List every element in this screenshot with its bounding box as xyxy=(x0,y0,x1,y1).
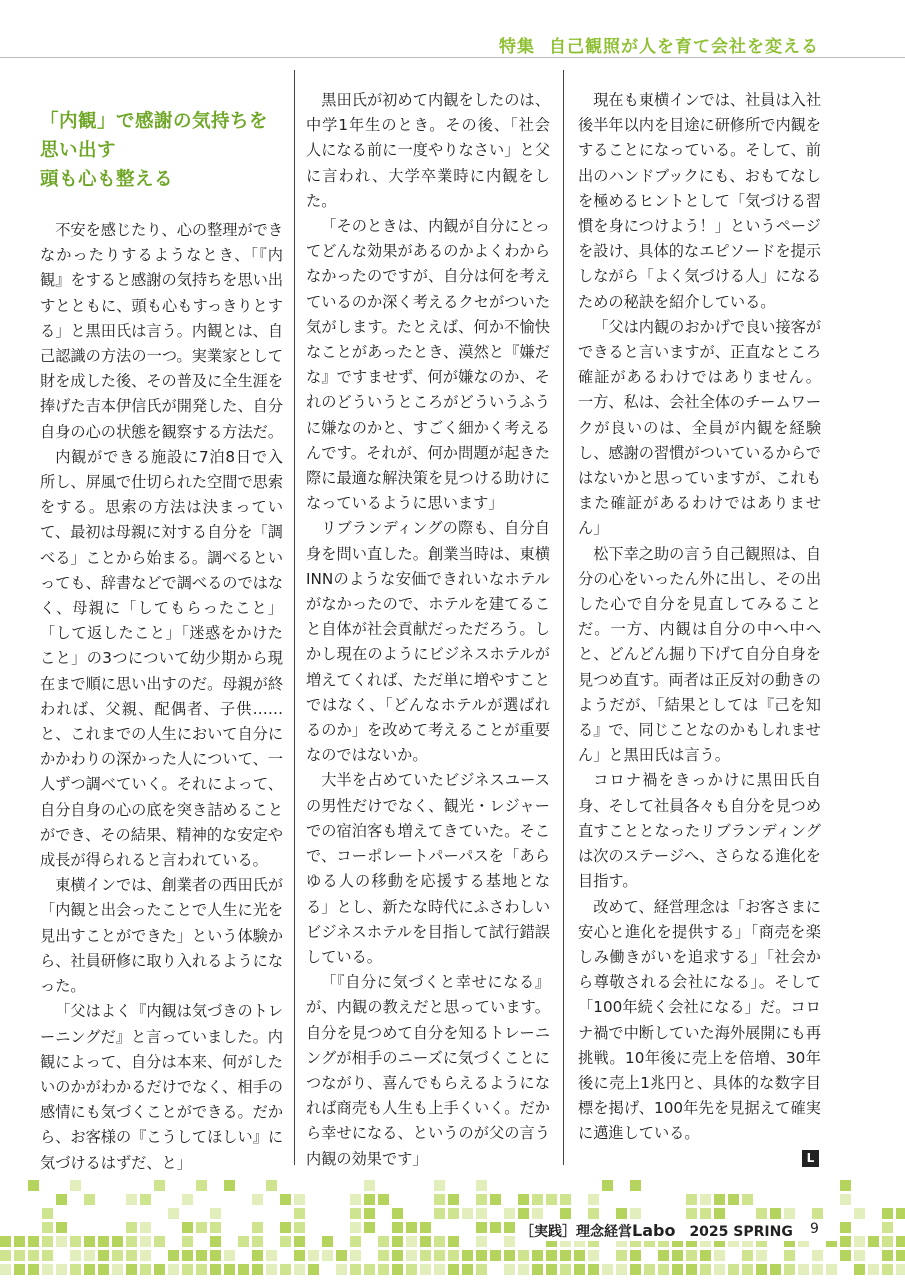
pattern-square xyxy=(476,1236,487,1247)
pattern-square xyxy=(434,1180,445,1191)
pattern-square xyxy=(462,1208,473,1219)
pattern-square xyxy=(14,1250,25,1261)
pattern-square xyxy=(504,1208,515,1219)
pattern-square xyxy=(266,1250,277,1261)
pattern-square xyxy=(266,1180,277,1191)
paragraph: 「そのときは、内観が自分にとってどんな効果があるのかよくわからなかったのですが、自分は何を考えているのか深く考えるクセがついた気がします。たとえば、何か不愉快なことがあったとき、漠然と『嫌だな』ですませず、何が嫌なのか、それのどういうところがどういうふうに嫌なのかと、すごく細かく考えるんです。それが、何か問題が起きた際に最適な解決策を見つける助けになっているように思います」 xyxy=(306,217,550,513)
column-3 xyxy=(578,88,821,1147)
paragraph: 「父は内観のおかげで良い接客ができると言いますが、正直なところ確証があるわけではありません。一方、私は、会社全体のチームワークが良いのは、全員が内観を経験し、感謝の習慣がついているからではないかと思っていますが、これもまた確証があるわけではありません」 xyxy=(578,317,821,538)
pattern-square xyxy=(364,1194,375,1205)
pattern-square xyxy=(252,1264,263,1275)
paragraph: コロナ禍をきっかけに黒田氏自身、そして社員各々も自分を見つめ直すこととなったリブランディングは次のステージへ、さらなる進化を目指す。 xyxy=(578,771,821,891)
pattern-square xyxy=(14,1236,25,1247)
pattern-square xyxy=(126,1222,137,1233)
pattern-square xyxy=(420,1250,431,1261)
pattern-square xyxy=(210,1236,221,1247)
pattern-square xyxy=(350,1222,361,1233)
pattern-square xyxy=(896,1236,905,1247)
pattern-square xyxy=(434,1264,445,1275)
pattern-square xyxy=(252,1194,263,1205)
pattern-square xyxy=(658,1250,669,1261)
pattern-square xyxy=(686,1194,697,1205)
pattern-square xyxy=(126,1194,137,1205)
pattern-square xyxy=(504,1222,515,1233)
pattern-square xyxy=(70,1250,81,1261)
pattern-square xyxy=(406,1264,417,1275)
pattern-square xyxy=(742,1194,753,1205)
pattern-square xyxy=(896,1250,905,1261)
pattern-square xyxy=(546,1250,557,1261)
pattern-square xyxy=(518,1250,529,1261)
pattern-square xyxy=(504,1264,515,1275)
pattern-square xyxy=(714,1208,725,1219)
pattern-square xyxy=(490,1250,501,1261)
pattern-square xyxy=(140,1194,151,1205)
pattern-square xyxy=(84,1236,95,1247)
pattern-square xyxy=(238,1264,249,1275)
pattern-square xyxy=(406,1250,417,1261)
pattern-square xyxy=(448,1194,459,1205)
column-divider xyxy=(294,70,295,1165)
pattern-square xyxy=(140,1264,151,1275)
pattern-square xyxy=(14,1264,25,1275)
paragraph: 改めて、経営理念は「お客さまに安心と進化を提供する」「商売を楽しみ働きがいを追求する」「社会から尊敬される会社になる」。そして「100年続く会社になる」だ。コロナ禍で中断していた海外展開にも再挑戦。10年後に売上を倍増、30年後に売上1兆円と、具体的な数字目標を掲げ、100年先を見据えて確実に邁進している。 xyxy=(578,897,821,1143)
pattern-square xyxy=(840,1222,851,1233)
pattern-square xyxy=(630,1250,641,1261)
end-mark-icon: L xyxy=(802,1150,819,1167)
pattern-square xyxy=(728,1264,739,1275)
pattern-square xyxy=(28,1250,39,1261)
pattern-square xyxy=(56,1236,67,1247)
pattern-square xyxy=(868,1236,879,1247)
pattern-square xyxy=(56,1264,67,1275)
pattern-square xyxy=(252,1250,263,1261)
pattern-square xyxy=(98,1236,109,1247)
pattern-square xyxy=(448,1208,459,1219)
pattern-square xyxy=(168,1250,179,1261)
subheading-line-1: 「内観」で感謝の気持ちを思い出す xyxy=(40,111,269,161)
pattern-square xyxy=(770,1264,781,1275)
pattern-square xyxy=(588,1208,599,1219)
pattern-square xyxy=(98,1264,109,1275)
pattern-square xyxy=(126,1236,137,1247)
pattern-square xyxy=(602,1180,613,1191)
pattern-square xyxy=(42,1250,53,1261)
pattern-square xyxy=(476,1194,487,1205)
pattern-square xyxy=(182,1264,193,1275)
pattern-square xyxy=(616,1208,627,1219)
pattern-square xyxy=(350,1208,361,1219)
pattern-square xyxy=(224,1180,235,1191)
column-divider xyxy=(563,70,564,1165)
pattern-square xyxy=(308,1250,319,1261)
pattern-square xyxy=(700,1250,711,1261)
pattern-square xyxy=(504,1250,515,1261)
pattern-square xyxy=(392,1222,403,1233)
pattern-square xyxy=(252,1222,263,1233)
pattern-square xyxy=(42,1208,53,1219)
pattern-square xyxy=(294,1194,305,1205)
pattern-square xyxy=(644,1264,655,1275)
pattern-square xyxy=(742,1264,753,1275)
pattern-square xyxy=(434,1194,445,1205)
pattern-square xyxy=(70,1236,81,1247)
pattern-square xyxy=(504,1236,515,1247)
pattern-square xyxy=(854,1264,865,1275)
pattern-square xyxy=(84,1250,95,1261)
paragraph: 現在も東横インでは、社員は入社後半年以内を目途に研修所で内観をすることになっている。そして、前出のハンドブックにも、おもてなしを極めるヒントとして「気づける習慣を身につけよう！」というページを設け、具体的なエピソードを提示しながら「よく気づける人」になるための秘訣を紹介している。 xyxy=(578,91,821,311)
pattern-square xyxy=(854,1236,865,1247)
pattern-square xyxy=(0,1236,11,1247)
pattern-square xyxy=(364,1180,375,1191)
pattern-square xyxy=(280,1236,291,1247)
magazine-labo: Labo xyxy=(632,1221,676,1240)
pattern-square xyxy=(224,1264,235,1275)
pattern-square xyxy=(714,1264,725,1275)
pattern-square xyxy=(630,1208,641,1219)
paragraph: 黒田氏が初めて内観をしたのは、中学1年生のとき。その後、「社会人になる前に一度やりなさい」と父に言われ、大学卒業時に内観をした。 xyxy=(306,91,550,210)
pattern-square xyxy=(588,1264,599,1275)
pattern-square xyxy=(154,1236,165,1247)
pattern-square xyxy=(364,1208,375,1219)
subheading-line-2: 頭も心も整える xyxy=(40,169,174,190)
pattern-square xyxy=(322,1236,333,1247)
pattern-square xyxy=(700,1194,711,1205)
pattern-square xyxy=(210,1208,221,1219)
pattern-square xyxy=(854,1208,865,1219)
footer-credit xyxy=(520,1221,793,1241)
section-header xyxy=(499,32,819,57)
pattern-square xyxy=(294,1208,305,1219)
pattern-square xyxy=(854,1250,865,1261)
pattern-square xyxy=(392,1236,403,1247)
pattern-square xyxy=(532,1264,543,1275)
pattern-square xyxy=(420,1222,431,1233)
pattern-square xyxy=(126,1264,137,1275)
pattern-square xyxy=(476,1222,487,1233)
pattern-square xyxy=(630,1180,641,1191)
pattern-square xyxy=(560,1250,571,1261)
pattern-square xyxy=(252,1236,263,1247)
pattern-square xyxy=(70,1264,81,1275)
pattern-square xyxy=(672,1250,683,1261)
pattern-square xyxy=(322,1250,333,1261)
pattern-square xyxy=(0,1264,11,1275)
pattern-square xyxy=(826,1264,837,1275)
pattern-square xyxy=(28,1264,39,1275)
pattern-square xyxy=(882,1236,893,1247)
pattern-square xyxy=(364,1222,375,1233)
pattern-square xyxy=(420,1264,431,1275)
paragraph: 大半を占めていたビジネスユースの男性だけでなく、観光・レジャーでの宿泊客も増えてきていた。そこで、コーポレートパーパスを「あらゆる人の移動を応援する基地となる」とし、新たな時代にふさわしいビジネスホテルを目指して試行錯誤している。 xyxy=(306,771,550,966)
pattern-square xyxy=(476,1264,487,1275)
pattern-square xyxy=(546,1194,557,1205)
pattern-square xyxy=(112,1250,123,1261)
pattern-square xyxy=(490,1194,501,1205)
pattern-square xyxy=(126,1250,137,1261)
paragraph: リブランディングの際も、自分自身を問い直した。創業当時は、東横INNのような安価できれいなホテルがなかったので、ホテルを建てること自体が社会貢献だっただろう。しかし現在のようにビジネスホテルが増えてくれば、ただ単に増やすことではなく、「どんなホテルが選ばれるのか」を改めて考えることが重要なのではないか。 xyxy=(306,519,550,765)
pattern-square xyxy=(476,1250,487,1261)
pattern-square xyxy=(182,1236,193,1247)
pattern-square xyxy=(70,1180,81,1191)
pattern-square xyxy=(42,1236,53,1247)
pattern-square xyxy=(658,1264,669,1275)
pattern-square xyxy=(672,1264,683,1275)
issue-season: 2025 SPRING xyxy=(689,1224,793,1240)
pattern-square xyxy=(700,1264,711,1275)
pattern-square xyxy=(210,1250,221,1261)
pattern-square xyxy=(238,1236,249,1247)
pattern-square xyxy=(378,1194,389,1205)
pattern-square xyxy=(280,1194,291,1205)
pattern-square xyxy=(224,1250,235,1261)
pattern-square xyxy=(714,1250,725,1261)
pattern-square xyxy=(28,1236,39,1247)
pattern-square xyxy=(196,1264,207,1275)
pattern-square xyxy=(770,1208,781,1219)
pattern-square xyxy=(168,1264,179,1275)
pattern-square xyxy=(140,1222,151,1233)
pattern-square xyxy=(714,1194,725,1205)
pattern-square xyxy=(840,1180,851,1191)
pattern-square xyxy=(462,1264,473,1275)
pattern-square xyxy=(280,1222,291,1233)
feature-title: 自己観照が人を育て会社を変える xyxy=(549,37,819,57)
pattern-square xyxy=(0,1250,11,1261)
pattern-square xyxy=(294,1222,305,1233)
pattern-square xyxy=(448,1250,459,1261)
pattern-square xyxy=(686,1264,697,1275)
pattern-square xyxy=(448,1264,459,1275)
pattern-square xyxy=(686,1250,697,1261)
pattern-square xyxy=(56,1222,67,1233)
pattern-square xyxy=(364,1264,375,1275)
pattern-square xyxy=(812,1208,823,1219)
pattern-square xyxy=(210,1264,221,1275)
pattern-square xyxy=(336,1250,347,1261)
pattern-square xyxy=(112,1236,123,1247)
pattern-square xyxy=(350,1194,361,1205)
pattern-square xyxy=(742,1250,753,1261)
pattern-square xyxy=(518,1264,529,1275)
page-number: 9 xyxy=(810,1221,819,1237)
pattern-square xyxy=(616,1250,627,1261)
pattern-square xyxy=(154,1264,165,1275)
pattern-square xyxy=(518,1208,529,1219)
pattern-square xyxy=(140,1236,151,1247)
pattern-square xyxy=(462,1250,473,1261)
pattern-square xyxy=(574,1264,585,1275)
pattern-square xyxy=(308,1264,319,1275)
pattern-square xyxy=(378,1264,389,1275)
pattern-square xyxy=(28,1180,39,1191)
paragraph: 「父はよく『内観は気づきのトレーニングだ』と言っていました。内観によって、自分は本来、何がしたいのかがわかるだけでなく、相手の感情にも気づくことができる。だから、お客様の『こうしてほしい』に気づけるはずだ、と」 xyxy=(40,1002,283,1172)
header-rule xyxy=(0,57,905,58)
pattern-square xyxy=(350,1236,361,1247)
column-1 xyxy=(40,83,283,1176)
pattern-square xyxy=(294,1250,305,1261)
pattern-square xyxy=(434,1208,445,1219)
pattern-square xyxy=(882,1222,893,1233)
paragraph: 内観ができる施設に7泊8日で入所し、屏風で仕切られた空間で思索をする。思索の方法は決まっていて、最初は母親に対する自分を「調べる」ことから始まる。調べるといっても、辞書などで調べるのではなく、母親に「してもらったこと」「して返したこと」「迷惑をかけたこと」の3つについて幼少期から現在まで順に思い出すのだ。母親が終われば、父親、配偶者、子供……と、これまでの人生において自分にかかわりの深かった人について、一人ずつ調べていく。それによって、自分自身の心の底を突き詰めることができ、その結果、精神的な安定や成長が得られると言われている。 xyxy=(40,447,283,870)
pattern-square xyxy=(210,1222,221,1233)
pattern-square xyxy=(350,1250,361,1261)
pattern-square xyxy=(756,1264,767,1275)
pattern-square xyxy=(434,1250,445,1261)
feature-label: 特集 xyxy=(499,37,535,57)
pattern-square xyxy=(728,1194,739,1205)
pattern-square xyxy=(840,1194,851,1205)
pattern-square xyxy=(168,1208,179,1219)
paragraph: 不安を感じたり、心の整理ができなかったりするようなとき、「『内観』をすると感謝の気持ちを思い出すとともに、頭も心もすっきりとする」と黒田氏は言う。内観とは、自己認識の方法の一つ。実業家として財を成した後、その普及に全生涯を捧げた吉本伊信氏が開発した、自分自身の心の状態を観察する方法だ。 xyxy=(40,221,283,441)
pattern-square xyxy=(546,1264,557,1275)
pattern-square xyxy=(532,1194,543,1205)
pattern-square xyxy=(392,1208,403,1219)
pattern-square xyxy=(140,1250,151,1261)
pattern-square xyxy=(588,1194,599,1205)
pattern-square xyxy=(434,1236,445,1247)
pattern-square xyxy=(812,1250,823,1261)
pattern-square xyxy=(112,1264,123,1275)
pattern-square xyxy=(812,1264,823,1275)
pattern-square xyxy=(42,1264,53,1275)
pattern-square xyxy=(518,1194,529,1205)
pattern-square xyxy=(196,1222,207,1233)
pattern-square xyxy=(532,1250,543,1261)
paragraph: 松下幸之助の言う自己観照は、自分の心をいったん外に出し、その出した心で自分を見直してみることだ。一方、内観は自分の中へ中へと、どんどん掘り下げて自分自身を見つめ直す。両者は正反対の動きのようだが、「結果としては『己を知る』で、同じことなのかもしれません」と黒田氏は言う。 xyxy=(578,544,821,765)
pattern-square xyxy=(378,1236,389,1247)
pattern-square xyxy=(182,1194,193,1205)
pattern-square xyxy=(756,1250,767,1261)
pattern-square xyxy=(98,1250,109,1261)
paragraph: 東横インでは、創業者の西田氏が「内観と出会ったことで人生に光を見出すことができた」という体験から、社員研修に取り入れるようになった。 xyxy=(40,876,283,996)
pattern-square xyxy=(154,1180,165,1191)
pattern-square xyxy=(266,1264,277,1275)
pattern-square xyxy=(448,1236,459,1247)
pattern-square xyxy=(280,1264,291,1275)
pattern-square xyxy=(840,1236,851,1247)
pattern-square xyxy=(784,1250,795,1261)
pattern-square xyxy=(392,1264,403,1275)
pattern-square xyxy=(840,1250,851,1261)
pattern-square xyxy=(882,1208,893,1219)
pattern-square xyxy=(196,1250,207,1261)
pattern-square xyxy=(896,1264,905,1275)
pattern-square xyxy=(294,1264,305,1275)
pattern-square xyxy=(882,1250,893,1261)
paragraph: 「『自分に気づくと幸せになる』が、内観の教えだと思っています。自分を見つめて自分を知るトレーニングが相手のニーズに気づくことにつながり、喜んでもらえるようになれば商売も人生も上手くいく。だから幸せになる、というのが父の言う内観の効果です」 xyxy=(306,973,550,1168)
pattern-square xyxy=(84,1264,95,1275)
pattern-square xyxy=(602,1264,613,1275)
pattern-square xyxy=(784,1264,795,1275)
pattern-square xyxy=(182,1222,193,1233)
pattern-square xyxy=(350,1264,361,1275)
pattern-square xyxy=(574,1250,585,1261)
pattern-square xyxy=(532,1208,543,1219)
pattern-square xyxy=(560,1208,571,1219)
pattern-square xyxy=(686,1208,697,1219)
pattern-square xyxy=(182,1250,193,1261)
pattern-square xyxy=(406,1236,417,1247)
pattern-square xyxy=(56,1194,67,1205)
pattern-square xyxy=(476,1180,487,1191)
pattern-square xyxy=(588,1250,599,1261)
column-2 xyxy=(306,88,550,1172)
pattern-square xyxy=(700,1208,711,1219)
pattern-square xyxy=(294,1236,305,1247)
pattern-square xyxy=(84,1194,95,1205)
pattern-square xyxy=(490,1222,501,1233)
pattern-square xyxy=(476,1208,487,1219)
pattern-square xyxy=(784,1208,795,1219)
pattern-square xyxy=(420,1236,431,1247)
magazine-name: ［実践］理念経営 xyxy=(520,1224,632,1240)
pattern-square xyxy=(406,1222,417,1233)
pattern-square xyxy=(42,1222,53,1233)
pattern-square xyxy=(868,1264,879,1275)
pattern-square xyxy=(196,1180,207,1191)
pattern-square xyxy=(882,1264,893,1275)
pattern-square xyxy=(896,1208,905,1219)
pattern-square xyxy=(336,1264,347,1275)
pattern-square xyxy=(616,1264,627,1275)
subheading xyxy=(40,107,283,194)
pattern-square xyxy=(378,1250,389,1261)
pattern-square xyxy=(756,1208,767,1219)
pattern-square xyxy=(630,1264,641,1275)
pattern-square xyxy=(560,1264,571,1275)
pattern-square xyxy=(392,1250,403,1261)
pattern-square xyxy=(560,1194,571,1205)
pattern-square xyxy=(798,1264,809,1275)
